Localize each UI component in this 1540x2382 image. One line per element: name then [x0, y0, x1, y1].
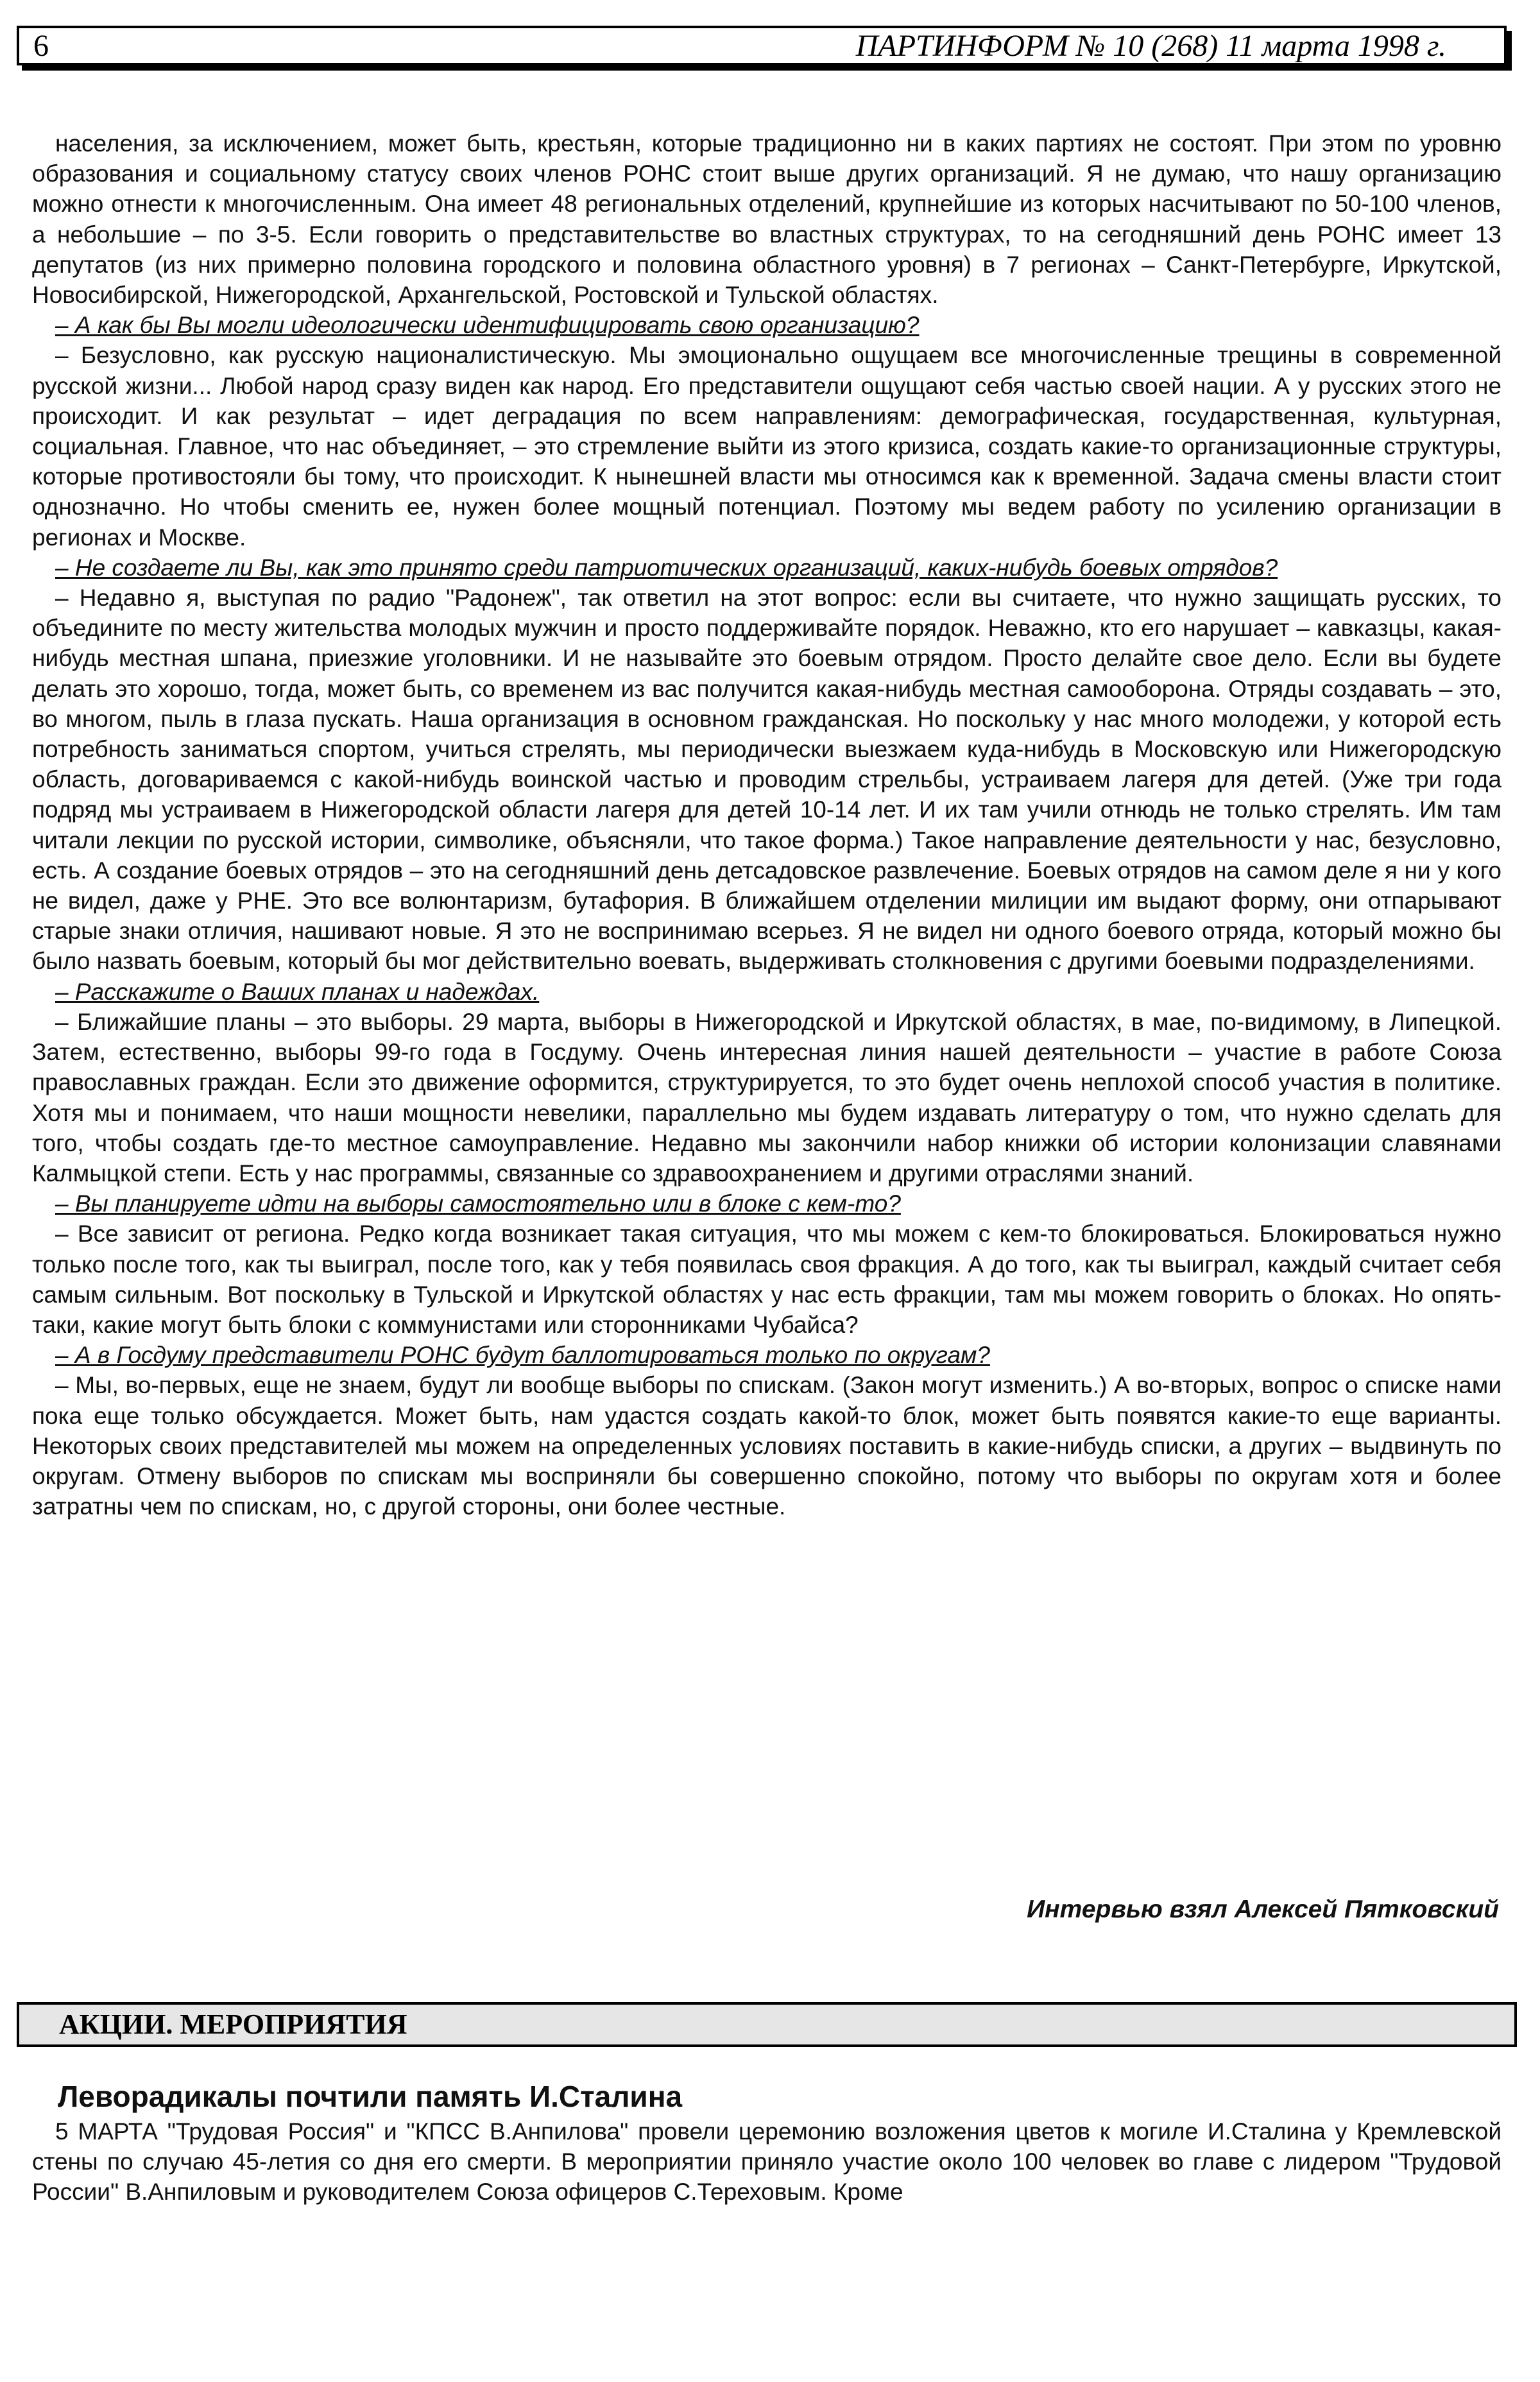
answer-paragraph: – Мы, во-первых, еще не знаем, будут ли вообще выборы по спискам. (Закон могут изменить.) А во-вторых, вопрос о списке нами пока еще только обсуждается. Может быть, нам удастся создать какой-то блок, может быть появятся какие-то еще варианты. Некоторых своих представителей мы можем на определенных условиях поставить в какие-нибудь списки, а других – выдвинуть по округам. Отмену выборов по спискам мы восприняли бы совершенно спокойно, потому что выборы по округам хотя и более затратны чем по спискам, но, с другой стороны, они более честные. — [32, 1372, 1502, 1520]
interview-article — [32, 128, 1502, 1521]
interview-byline: Интервью взял Алексей Пятковский — [1027, 1896, 1499, 1923]
question-paragraph: – А как бы Вы могли идеологически идентифицировать свою организацию? — [55, 312, 920, 339]
news-body: 5 МАРТА "Трудовая Россия" и "КПСС В.Анпилова" провели церемонию возложения цветов к могиле И.Сталина у Кремлевской стены по случаю 45-летия со дня его смерти. В мероприятии приняло участие около 100 человек во главе с лидером "Трудовой России" В.Анпиловым и руководителем Союза офицеров С.Тереховым. Кроме — [32, 2118, 1502, 2206]
question-paragraph: – А в Госдуму представители РОНС будут баллотироваться только по округам? — [55, 1342, 990, 1369]
answer-paragraph: – Безусловно, как русскую националистическую. Мы эмоционально ощущаем все многочисленные трещины в современной русской жизни... Любой народ сразу виден как народ. Его представители ощущают себя частью своей нации. А у русских этого не происходит. И как результат – идет деградация по всем направлениям: демографическая, государственная, культурная, социальная. Главное, что нас объединяет, – это стремление выйти из этого кризиса, создать какие-то организационные структуры, которые противостояли бы тому, что происходит. К нынешней власти мы относимся как к временной. Задача смены власти стоит однозначно. Но чтобы сменить ее, нужен более мощный потенциал. Поэтому мы ведем работу по усилению организации в регионах и Москве. — [32, 342, 1502, 551]
page-header — [17, 26, 1507, 65]
question-paragraph: – Вы планируете идти на выборы самостоятельно или в блоке с кем-то? — [55, 1190, 901, 1217]
issue-line: ПАРТИНФОРМ № 10 (268) 11 марта 1998 г. — [855, 29, 1446, 63]
page-number: 6 — [33, 29, 49, 63]
section-header-bar — [17, 2002, 1517, 2047]
answer-paragraph: – Все зависит от региона. Редко когда возникает такая ситуация, что мы можем с кем-то блокироваться. Блокироваться нужно только после того, как ты выиграл, после того, как у тебя появилась своя фракция. А до того, как ты выиграл, каждый считает себя самым сильным. Вот поскольку в Тульской и Иркутской областях у нас есть фракции, там мы можем говорить о блоках. Но опять-таки, какие могут быть блоки с коммунистами или сторонниками Чубайса? — [32, 1221, 1502, 1338]
section-title: АКЦИИ. МЕРОПРИЯТИЯ — [59, 2009, 407, 2040]
news-headline: Леворадикалы почтили память И.Сталина — [58, 2080, 683, 2113]
question-paragraph: – Не создаете ли Вы, как это принято среди патриотических организаций, каких-нибудь боевых отрядов? — [55, 554, 1278, 581]
answer-paragraph: населения, за исключением, может быть, крестьян, которые традиционно ни в каких партиях не состоят. При этом по уровню образования и социальному статусу своих членов РОНС стоит выше других организаций. Я не думаю, что нашу организацию можно отнести к многочисленным. Она имеет 48 региональных отделений, крупнейшие из которых насчитывают по 50-100 членов, а небольшие – по 3-5. Если говорить о представительстве во властных структурах, то на сегодняшний день РОНС имеет 13 депутатов (из них примерно половина городского и половина областного уровня) в 7 регионах – Санкт-Петербурге, Иркутской, Новосибирской, Нижегородской, Архангельской, Ростовской и Тульской областях. — [32, 130, 1502, 309]
question-paragraph: – Расскажите о Ваших планах и надеждах. — [55, 978, 540, 1005]
answer-paragraph: – Недавно я, выступая по радио "Радонеж", так ответил на этот вопрос: если вы считаете, что нужно защищать русских, то объедините по месту жительства молодых мужчин и просто поддерживайте порядок. Неважно, кто его нарушает – кавказцы, какая-нибудь местная шпана, приезжие уголовники. И не называйте это боевым отрядом. Просто делайте свое дело. Если вы будете делать это хорошо, тогда, может быть, со временем из вас получится какая-нибудь местная самооборона. Отряды создавать – это, во многом, пыль в глаза пускать. Наша организация в основном гражданская. Но поскольку у нас много молодежи, у которой есть потребность заниматься спортом, учиться стрелять, мы периодически выезжаем куда-нибудь в Московскую или Нижегородскую область, договариваемся с какой-нибудь воинской частью и проводим стрельбы, устраиваем лагеря для детей. (Уже три года подряд мы устраиваем в Нижегородской области лагеря для детей 10-14 лет. И их там учили отнюдь не только стрелять. Им там читали лекции по русской истории, символике, объясняли, что такое форма.) Такое направление деятельности у нас, безусловно, есть. А создание боевых отрядов – это на сегодняшний день детсадовское развлечение. Боевых отрядов на самом деле я ни у кого не видел, даже у РНЕ. Это все волюнтаризм, бутафория. В ближайшем отделении милиции им выдают форму, они отпарывают старые знаки отличия, нашивают новые. Я это не воспринимаю всерьез. Я не видел ни одного боевого отряда, который можно бы было назвать боевым, который бы мог действительно воевать, выдерживать столкновения с другими боевыми подразделениями. — [32, 585, 1502, 975]
answer-paragraph: – Ближайшие планы – это выборы. 29 марта, выборы в Нижегородской и Иркутской областях, в мае, по-видимому, в Липецкой. Затем, естественно, выборы 99-го года в Госдуму. Очень интересная линия нашей деятельности – участие в работе Союза православных граждан. Если это движение оформится, структурируется, то это будет очень неплохой способ участия в политике. Хотя мы и понимаем, что наши мощности невелики, параллельно мы будем издавать литературу о том, что нужно сделать для того, чтобы создать где-то местное самоуправление. Недавно мы закончили набор книжки об истории колонизации славянами Калмыцкой степи. Есть у нас программы, связанные со здравоохранением и другими отраслями знаний. — [32, 1008, 1502, 1187]
